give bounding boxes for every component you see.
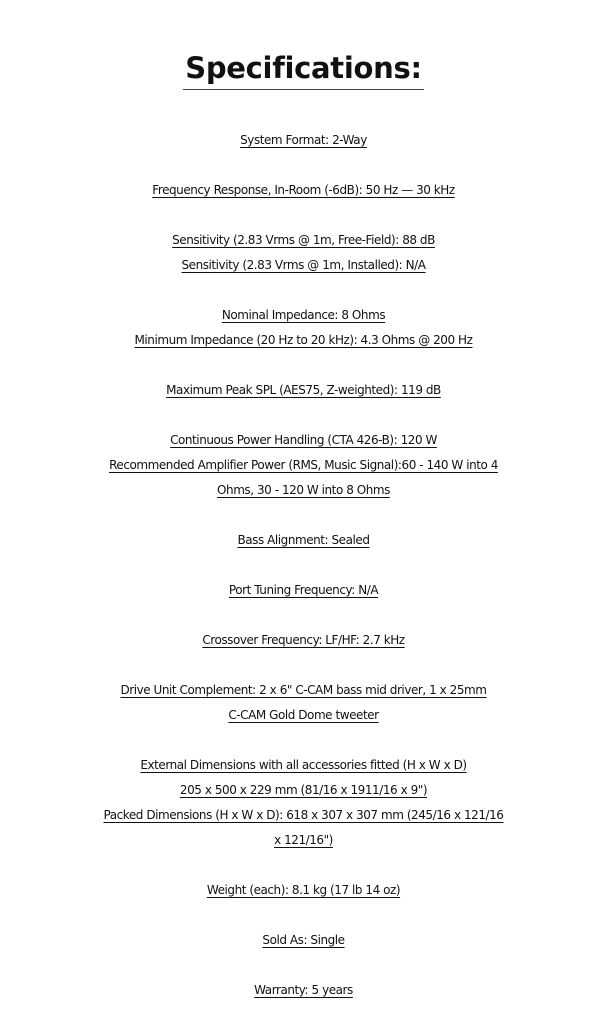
spec-text: Recommended Amplifier Power (RMS, Music Signal):60 - 140 W into 4 bbox=[109, 458, 498, 472]
page-title: Specifications: bbox=[183, 48, 424, 90]
spec-text: Drive Unit Complement: 2 x 6" C-CAM bass mid driver, 1 x 25mm bbox=[120, 683, 487, 697]
spec-line bbox=[0, 128, 607, 153]
spec-text: System Format: 2-Way bbox=[240, 133, 367, 147]
spec-line bbox=[0, 303, 607, 328]
spec-line bbox=[0, 753, 607, 778]
spec-group bbox=[0, 528, 607, 553]
spec-text: Bass Alignment: Sealed bbox=[237, 533, 370, 547]
spec-group bbox=[0, 303, 607, 353]
spec-group bbox=[0, 228, 607, 278]
spec-group bbox=[0, 678, 607, 728]
spec-text: Continuous Power Handling (CTA 426-B): 120 W bbox=[170, 433, 437, 447]
spec-line bbox=[0, 528, 607, 553]
spec-line bbox=[0, 328, 607, 353]
spec-group bbox=[0, 978, 607, 1003]
spec-line bbox=[0, 803, 607, 828]
spec-line bbox=[0, 453, 607, 478]
spec-text: External Dimensions with all accessories fitted (H x W x D) bbox=[140, 758, 467, 772]
spec-text: Warranty: 5 years bbox=[254, 983, 353, 997]
spec-group bbox=[0, 928, 607, 953]
spec-line bbox=[0, 378, 607, 403]
spec-line bbox=[0, 828, 607, 853]
spec-line bbox=[0, 703, 607, 728]
spec-line bbox=[0, 428, 607, 453]
spec-line bbox=[0, 928, 607, 953]
spec-text: Sold As: Single bbox=[262, 933, 345, 947]
spec-text: Crossover Frequency: LF/HF: 2.7 kHz bbox=[202, 633, 405, 647]
specifications-list bbox=[0, 128, 607, 1028]
spec-text: Packed Dimensions (H x W x D): 618 x 307 x 307 mm (245/16 x 121/16 bbox=[103, 808, 504, 822]
spec-text: Weight (each): 8.1 kg (17 lb 14 oz) bbox=[206, 883, 401, 897]
spec-text: Frequency Response, In-Room (-6dB): 50 Hz — 30 kHz bbox=[152, 183, 455, 197]
spec-text: Port Tuning Frequency: N/A bbox=[228, 583, 379, 597]
spec-group bbox=[0, 128, 607, 153]
spec-text: Nominal Impedance: 8 Ohms bbox=[221, 308, 386, 322]
spec-text: Maximum Peak SPL (AES75, Z-weighted): 119 dB bbox=[166, 383, 441, 397]
spec-text: Sensitivity (2.83 Vrms @ 1m, Installed): N/A bbox=[181, 258, 426, 272]
spec-group bbox=[0, 628, 607, 653]
spec-line bbox=[0, 253, 607, 278]
spec-text: Sensitivity (2.83 Vrms @ 1m, Free-Field): 88 dB bbox=[172, 233, 435, 247]
spec-text: C-CAM Gold Dome tweeter bbox=[228, 708, 379, 722]
spec-group bbox=[0, 753, 607, 853]
spec-group bbox=[0, 378, 607, 403]
spec-line bbox=[0, 628, 607, 653]
spec-text: Minimum Impedance (20 Hz to 20 kHz): 4.3 Ohms @ 200 Hz bbox=[134, 333, 473, 347]
spec-line bbox=[0, 978, 607, 1003]
spec-line bbox=[0, 178, 607, 203]
spec-line bbox=[0, 778, 607, 803]
spec-line bbox=[0, 478, 607, 503]
spec-line bbox=[0, 228, 607, 253]
spec-text: x 121/16") bbox=[274, 833, 333, 847]
spec-text: 205 x 500 x 229 mm (81/16 x 1911/16 x 9") bbox=[179, 783, 428, 797]
spec-text: Ohms, 30 - 120 W into 8 Ohms bbox=[217, 483, 390, 497]
spec-line bbox=[0, 578, 607, 603]
spec-line bbox=[0, 678, 607, 703]
spec-group bbox=[0, 578, 607, 603]
spec-group bbox=[0, 428, 607, 503]
spec-line bbox=[0, 878, 607, 903]
spec-group bbox=[0, 178, 607, 203]
spec-group bbox=[0, 878, 607, 903]
title-wrapper bbox=[0, 48, 607, 90]
